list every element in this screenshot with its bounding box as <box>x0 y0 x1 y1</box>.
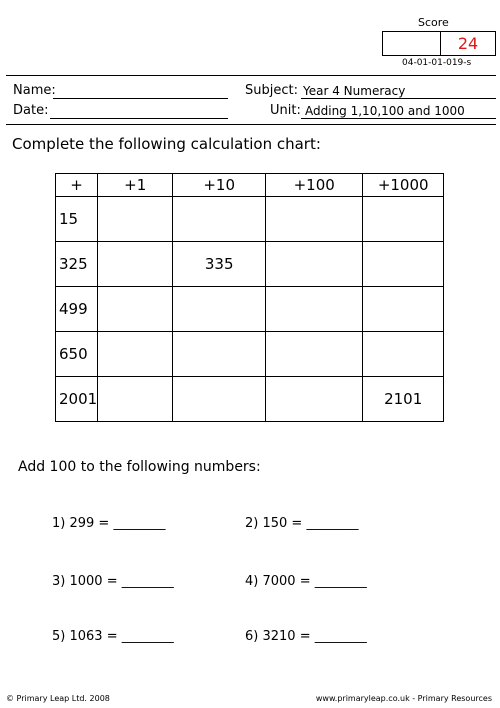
answer-cell[interactable] <box>98 377 173 422</box>
chart-header-row <box>56 174 444 197</box>
answer-cell[interactable] <box>363 197 444 242</box>
start-number-cell: 325 <box>56 242 98 287</box>
answer-cell[interactable] <box>173 197 266 242</box>
answer-cell[interactable] <box>173 287 266 332</box>
score-blank-cell <box>383 32 441 55</box>
question-6[interactable]: 6) 3210 = ________ <box>245 629 367 644</box>
unit-label: Unit: <box>270 103 301 118</box>
start-number-cell: 499 <box>56 287 98 332</box>
calculation-chart <box>55 173 444 422</box>
chart-header-cell: +1000 <box>363 174 444 197</box>
question-5[interactable]: 5) 1063 = ________ <box>52 629 174 644</box>
answer-cell[interactable] <box>173 377 266 422</box>
answer-cell[interactable] <box>173 332 266 377</box>
start-number-cell: 15 <box>56 197 98 242</box>
section2-title: Add 100 to the following numbers: <box>18 459 261 475</box>
answer-cell[interactable] <box>363 287 444 332</box>
example-answer-cell: 335 <box>173 242 266 287</box>
score-box <box>382 31 496 56</box>
answer-cell[interactable] <box>98 332 173 377</box>
answer-cell[interactable] <box>266 242 363 287</box>
answer-cell[interactable] <box>98 197 173 242</box>
unit-line <box>301 118 496 119</box>
question-3[interactable]: 3) 1000 = ________ <box>52 574 174 589</box>
worksheet-code: 04-01-01-019-s <box>402 58 472 68</box>
footer-copyright: © Primary Leap Ltd. 2008 <box>6 694 110 703</box>
question-1[interactable]: 1) 299 = ________ <box>52 516 166 531</box>
answer-cell[interactable] <box>98 287 173 332</box>
chart-instruction: Complete the following calculation chart: <box>12 135 321 153</box>
table-row <box>56 242 444 287</box>
chart-header-cell: + <box>56 174 98 197</box>
example-answer-cell: 2101 <box>363 377 444 422</box>
start-number-cell: 2001 <box>56 377 98 422</box>
answer-cell[interactable] <box>363 242 444 287</box>
score-label: Score <box>418 16 449 29</box>
subject-line <box>301 98 496 99</box>
start-number-cell: 650 <box>56 332 98 377</box>
chart-header-cell: +100 <box>266 174 363 197</box>
date-label: Date: <box>13 103 49 118</box>
answer-cell[interactable] <box>363 332 444 377</box>
table-row <box>56 287 444 332</box>
answer-cell[interactable] <box>266 197 363 242</box>
chart-header-cell: +10 <box>173 174 266 197</box>
answer-cell[interactable] <box>266 332 363 377</box>
header-top-rule <box>6 75 496 76</box>
subject-value: Year 4 Numeracy <box>303 84 406 98</box>
answer-cell[interactable] <box>266 377 363 422</box>
question-4[interactable]: 4) 7000 = ________ <box>245 574 367 589</box>
unit-value: Adding 1,10,100 and 1000 <box>305 104 465 118</box>
answer-cell[interactable] <box>266 287 363 332</box>
name-label: Name: <box>13 83 56 98</box>
chart-header-cell: +1 <box>98 174 173 197</box>
table-row <box>56 377 444 422</box>
footer-website: www.primaryleap.co.uk - Primary Resources <box>315 694 492 703</box>
question-2[interactable]: 2) 150 = ________ <box>245 516 359 531</box>
table-row <box>56 197 444 242</box>
answer-cell[interactable] <box>98 242 173 287</box>
header-bottom-rule <box>6 124 496 125</box>
name-line <box>53 98 228 99</box>
score-value: 24 <box>457 34 479 53</box>
date-line <box>50 118 228 119</box>
table-row <box>56 332 444 377</box>
subject-label: Subject: <box>245 83 298 98</box>
